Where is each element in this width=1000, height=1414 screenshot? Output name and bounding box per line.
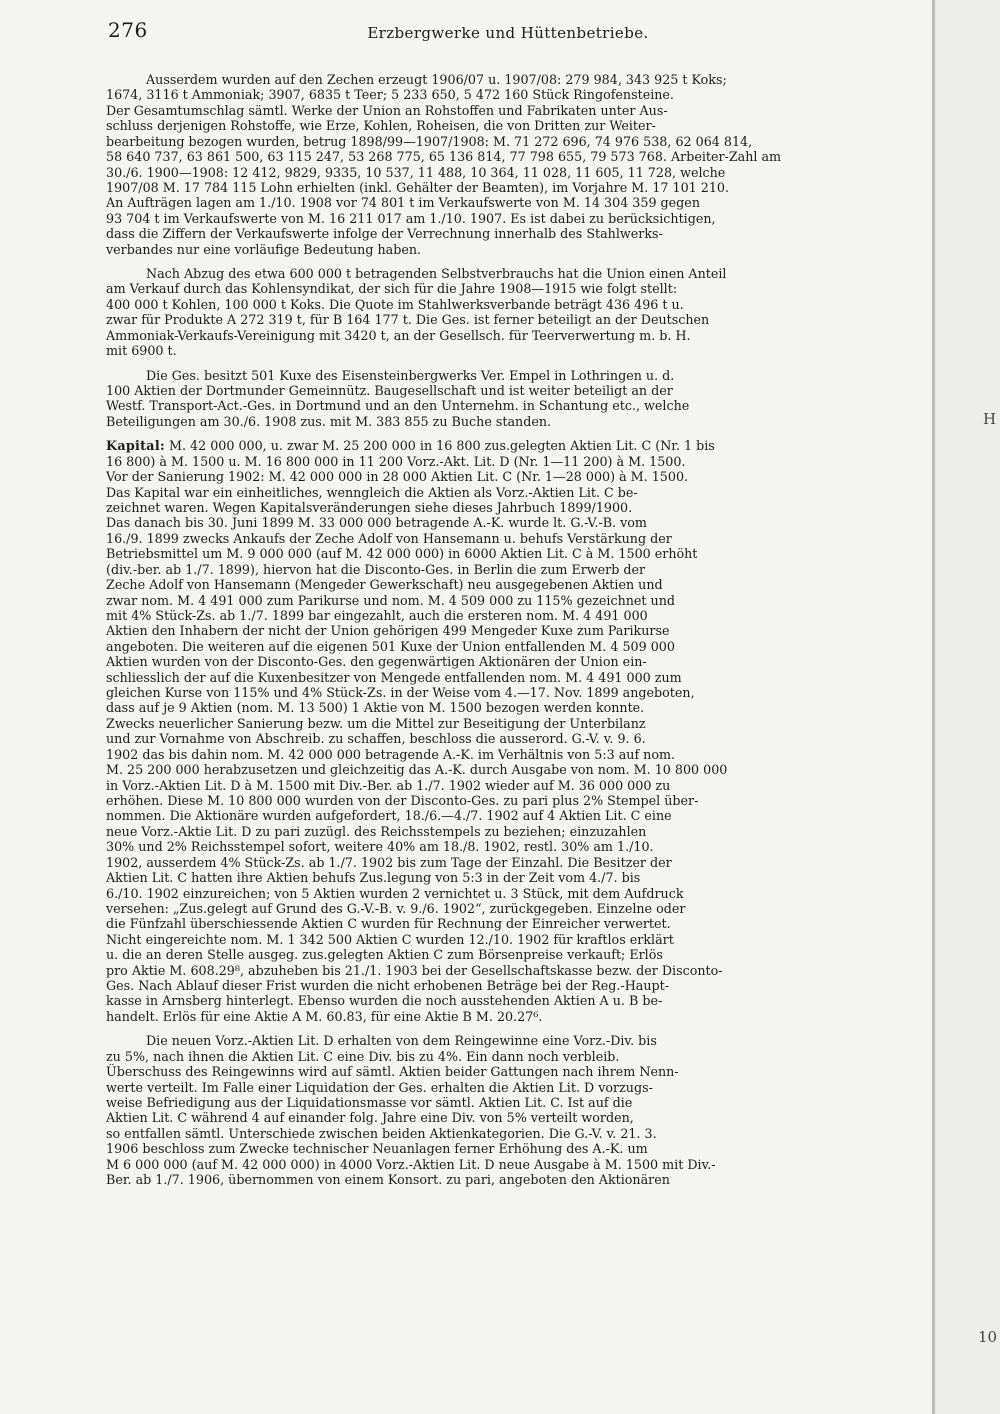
line-text: 6./10. 1902 einzureichen; von 5 Aktien wurden 2 vernichtet u. 3 Stück, mit dem Aufdruck [106, 885, 684, 901]
text-line [106, 901, 876, 916]
line-text: Nicht eingereichte nom. M. 1 342 500 Aktien C wurden 12./10. 1902 für kraftlos erklärt [106, 931, 674, 947]
line-text: u. die an deren Stelle ausgeg. zus.gelegten Aktien C zum Börsenpreise verkauft; Erlös [106, 947, 663, 963]
line-text: Überschuss des Reingewinns wird auf sämtl. Aktien beider Gattungen nach ihrem Nenn- [106, 1064, 679, 1080]
text-line [106, 562, 876, 577]
text-line [106, 368, 876, 383]
text-line [106, 1172, 876, 1187]
text-line [106, 87, 876, 102]
line-text: mit 6900 t. [106, 343, 177, 359]
body-text [106, 72, 876, 1188]
line-text: Beteiligungen am 30./6. 1908 zus. mit M. 383 855 zu Buche standen. [106, 413, 552, 429]
line-text: und zur Vornahme von Abschreib. zu schaffen, beschloss die ausserord. G.-V. v. 9. 6. [106, 731, 646, 747]
text-line [106, 824, 876, 839]
line-text: Zwecks neuerlicher Sanierung bezw. um die Mittel zur Beseitigung der Unterbilanz [106, 715, 646, 731]
line-text: die Fünfzahl überschiessende Aktien C wurden für Rechnung der Einreicher verwertet. [106, 916, 671, 932]
line-text: Ausserdem wurden auf den Zechen erzeugt 1906/07 u. 1907/08: 279 984, 343 925 t Koks; [146, 72, 727, 87]
text-line [106, 978, 876, 993]
line-text: kasse in Arnsberg hinterlegt. Ebenso wurden die noch ausstehenden Aktien A u. B be- [106, 993, 663, 1009]
line-text: 30./6. 1900—1908: 12 412, 9829, 9335, 10 537, 11 488, 10 364, 11 028, 11 605, 11 728, welche [106, 164, 726, 180]
text-line [106, 1033, 876, 1048]
text-line [106, 485, 876, 500]
line-text: Ges. Nach Ablauf dieser Frist wurden die nicht erhobenen Beträge bei der Reg.-Haupt- [106, 978, 670, 994]
line-text: verbandes nur eine vorläufige Bedeutung haben. [106, 241, 422, 257]
line-text: 58 640 737, 63 861 500, 63 115 247, 53 268 775, 65 136 814, 77 798 655, 79 573 768. Arbeiter-Zahl am [106, 149, 782, 165]
neighbor-page-edge [935, 0, 1000, 1414]
line-text: An Aufträgen lagen am 1./10. 1908 vor 74 801 t im Verkaufswerte von M. 14 304 359 gegen [106, 195, 700, 211]
paragraph-gap [106, 429, 876, 438]
text-line [106, 515, 876, 530]
text-line [106, 947, 876, 962]
text-line [106, 266, 876, 281]
text-line [106, 654, 876, 669]
line-text: Westf. Transport-Act.-Ges. in Dortmund und an den Unternehm. in Schantung etc., welche [106, 398, 690, 414]
line-text: 1907/08 M. 17 784 115 Lohn erhielten (inkl. Gehälter der Beamten), im Vorjahre M. 17 101 210. [106, 179, 730, 195]
text-line [106, 762, 876, 777]
text-line [106, 312, 876, 327]
line-text: dass auf je 9 Aktien (nom. M. 13 500) 1 Aktie von M. 1500 bezogen werden konnte. [106, 700, 645, 716]
line-text: Ber. ab 1./7. 1906, übernommen von einem Konsort. zu pari, angeboten den Aktionären [106, 1172, 670, 1188]
text-line [106, 700, 876, 715]
line-text: Betriebsmittel um M. 9 000 000 (auf M. 42 000 000) in 6000 Aktien Lit. C à M. 1500 erhöht [106, 546, 698, 562]
line-text: Aktien Lit. C hatten ihre Aktien behufs Zus.legung von 5:3 in der Zeit vom 4./7. bis [106, 870, 641, 886]
line-text: (div.-ber. ab 1./7. 1899), hiervon hat die Disconto-Ges. in Berlin die zum Erwerb der [106, 561, 646, 577]
text-line [106, 1095, 876, 1110]
line-text: 1906 beschloss zum Zwecke technischer Neuanlagen ferner Erhöhung des A.-K. um [106, 1141, 648, 1157]
text-line [106, 932, 876, 947]
text-line [106, 916, 876, 931]
line-text: versehen: „Zus.gelegt auf Grund des G.-V.-B. v. 9./6. 1902“, zurückgegeben. Einzelne oder [106, 900, 686, 916]
line-text: zeichnet waren. Wegen Kapitalsveränderungen siehe dieses Jahrbuch 1899/1900. [106, 499, 633, 515]
text-line [106, 839, 876, 854]
text-line [106, 165, 876, 180]
running-title: Erzbergwerke und Hüttenbetriebe. [367, 24, 649, 42]
section-label: Kapital: [106, 438, 165, 454]
line-text: Der Gesamtumschlag sämtl. Werke der Union an Rohstoffen und Fabrikaten unter Aus- [106, 102, 668, 118]
line-text: handelt. Erlös für eine Aktie A M. 60.83, für eine Aktie B M. 20.27⁶. [106, 1008, 543, 1024]
line-text: gleichen Kurse von 115% und 4% Stück-Zs. in der Weise vom 4.—17. Nov. 1899 angeboten, [106, 685, 695, 701]
line-text: erhöhen. Diese M. 10 800 000 wurden von der Disconto-Ges. zu pari plus 2% Stempel über- [106, 792, 699, 808]
text-line [106, 1064, 876, 1079]
page-number: 276 [108, 18, 148, 42]
line-text: Die Ges. besitzt 501 Kuxe des Eisensteinbergwerks Ver. Empel in Lothringen u. d. [146, 367, 675, 383]
text-line [106, 993, 876, 1008]
line-text: 400 000 t Kohlen, 100 000 t Koks. Die Quote im Stahlwerksverbande beträgt 436 496 t u. [106, 296, 684, 312]
text-line [106, 242, 876, 257]
line-text: Das Kapital war ein einheitliches, wenngleich die Aktien als Vorz.-Aktien Lit. C be- [106, 484, 638, 500]
line-text: so entfallen sämtl. Unterschiede zwischen beiden Aktienkategorien. Die G.-V. v. 21. 3. [106, 1125, 657, 1141]
paragraph-gap [106, 257, 876, 266]
text-line [106, 731, 876, 746]
line-text: zu 5%, nach ihnen die Aktien Lit. C eine Div. bis zu 4%. Ein dann noch verbleib. [106, 1048, 620, 1064]
text-line [106, 1157, 876, 1172]
line-text: dass die Ziffern der Verkaufswerte infolge der Verrechnung innerhalb des Stahlwerks- [106, 226, 663, 242]
text-line [106, 414, 876, 429]
text-line [106, 1009, 876, 1024]
text-line [106, 180, 876, 195]
line-text: weise Befriedigung aus der Liquidationsmasse vor sämtl. Aktien Lit. C. Ist auf die [106, 1095, 633, 1110]
line-text: Nach Abzug des etwa 600 000 t betragenden Selbstverbrauchs hat die Union einen Anteil [146, 266, 727, 282]
line-text: in Vorz.-Aktien Lit. D à M. 1500 mit Div.-Ber. ab 1./7. 1902 wieder auf M. 36 000 000 zu [106, 777, 671, 793]
line-text: Die neuen Vorz.-Aktien Lit. D erhalten von dem Reingewinne eine Vorz.-Div. bis [146, 1033, 657, 1049]
line-text: angeboten. Die weiteren auf die eigenen 501 Kuxe der Union entfallenden M. 4 509 000 [106, 638, 675, 654]
line-text: M. 25 200 000 herabzusetzen und gleichzeitig das A.-K. durch Ausgabe von nom. M. 10 800 000 [106, 762, 728, 778]
text-line [106, 211, 876, 226]
line-text: 1902 das bis dahin nom. M. 42 000 000 betragende A.-K. im Verhältnis von 5:3 auf nom. [106, 746, 676, 762]
text-line [106, 808, 876, 823]
line-text: mit 4% Stück-Zs. ab 1./7. 1899 bar eingezahlt, auch die ersteren nom. M. 4 491 000 [106, 607, 648, 623]
line-text: M 6 000 000 (auf M. 42 000 000) in 4000 Vorz.-Aktien Lit. D neue Ausgabe à M. 1500 mit Div.- [106, 1156, 716, 1172]
line-text: M. 42 000 000, u. zwar M. 25 200 000 in 16 800 zus.gelegten Aktien Lit. C (Nr. 1 bis [164, 438, 715, 454]
text-line [106, 963, 876, 978]
text-line [106, 670, 876, 685]
text-line [106, 793, 876, 808]
text-line [106, 454, 876, 469]
text-line [106, 281, 876, 296]
text-line [106, 623, 876, 638]
text-line [106, 72, 876, 87]
line-text: 1674, 3116 t Ammoniak; 3907, 6835 t Teer; 5 233 650, 5 472 160 Stück Ringofensteine. [106, 87, 674, 103]
line-text: zwar für Produkte A 272 319 t, für B 164 177 t. Die Ges. ist ferner beteiligt an der Deutschen [106, 312, 710, 328]
line-text: schliesslich der auf die Kuxenbesitzer von Mengede entfallenden nom. M. 4 491 000 zum [106, 669, 682, 685]
text-line [106, 134, 876, 149]
text-line [106, 531, 876, 546]
text-line [106, 1049, 876, 1064]
line-text: werte verteilt. Im Falle einer Liquidation der Ges. erhalten die Aktien Lit. D vorzugs- [106, 1079, 653, 1095]
text-line [106, 469, 876, 484]
text-line [106, 328, 876, 343]
text-line [106, 398, 876, 413]
neighbor-fragment-top: H [983, 410, 997, 428]
text-line [106, 1080, 876, 1095]
text-line [106, 1141, 876, 1156]
text-line [106, 716, 876, 731]
line-text: am Verkauf durch das Kohlensyndikat, der sich für die Jahre 1908—1915 wie folgt stellt: [106, 281, 678, 297]
text-line [106, 1126, 876, 1141]
text-line [106, 778, 876, 793]
text-line [106, 438, 876, 453]
line-text: 16./9. 1899 zwecks Ankaufs der Zeche Adolf von Hansemann u. behufs Verstärkung der [106, 530, 672, 546]
line-text: Vor der Sanierung 1902: M. 42 000 000 in 28 000 Aktien Lit. C (Nr. 1—28 000) à M. 1500. [106, 469, 689, 485]
text-line [106, 343, 876, 358]
line-text: Ammoniak-Verkaufs-Vereinigung mit 3420 t, an der Gesellsch. für Teerverwertung m. b. H. [106, 327, 691, 343]
text-line [106, 546, 876, 561]
line-text: 30% und 2% Reichsstempel sofort, weitere 40% am 18./8. 1902, restl. 30% am 1./10. [106, 839, 654, 855]
line-text: bearbeitung bezogen wurden, betrug 1898/99—1907/1908: M. 71 272 696, 74 976 538, 62 064 814, [106, 133, 753, 149]
text-line [106, 226, 876, 241]
text-line [106, 855, 876, 870]
text-line [106, 747, 876, 762]
line-text: neue Vorz.-Aktie Lit. D zu pari zuzügl. des Reichsstempels zu beziehen; einzuzahlen [106, 823, 647, 839]
line-text: zwar nom. M. 4 491 000 zum Parikurse und nom. M. 4 509 000 zu 115% gezeichnet und [106, 592, 676, 608]
text-line [106, 103, 876, 118]
line-text: Aktien wurden von der Disconto-Ges. den gegenwärtigen Aktionären der Union ein- [106, 654, 647, 670]
line-text: pro Aktie M. 608.29⁸, abzuheben bis 21./1. 1903 bei der Gesellschaftskasse bezw. der Disconto- [106, 962, 723, 978]
line-text: 93 704 t im Verkaufswerte von M. 16 211 017 am 1./10. 1907. Es ist dabei zu berücksichtigen, [106, 210, 716, 226]
line-text: schluss derjenigen Rohstoffe, wie Erze, Kohlen, Roheisen, die von Dritten zur Weiter- [106, 118, 656, 134]
line-text: 100 Aktien der Dortmunder Gemeinnütz. Baugesellschaft und ist weiter beteiligt an der [106, 383, 673, 399]
line-text: 1902, ausserdem 4% Stück-Zs. ab 1./7. 1902 bis zum Tage der Einzahl. Die Besitzer der [106, 854, 672, 870]
paragraph-gap [106, 359, 876, 368]
page-header [108, 18, 878, 48]
line-text: 16 800) à M. 1500 u. M. 16 800 000 in 11 200 Vorz.-Akt. Lit. D (Nr. 1—11 200) à M. 1500. [106, 453, 686, 469]
text-line [106, 195, 876, 210]
neighbor-fragment-bottom: 10 [978, 1328, 998, 1346]
line-text: Das danach bis 30. Juni 1899 M. 33 000 000 betragende A.-K. wurde lt. G.-V.-B. vom [106, 515, 647, 531]
text-line [106, 500, 876, 515]
text-line [106, 383, 876, 398]
text-line [106, 870, 876, 885]
line-text: Zeche Adolf von Hansemann (Mengeder Gewerkschaft) neu ausgegebenen Aktien und [106, 577, 663, 593]
text-line [106, 577, 876, 592]
text-line [106, 297, 876, 312]
text-line [106, 149, 876, 164]
text-line [106, 118, 876, 133]
text-line [106, 639, 876, 654]
text-line [106, 886, 876, 901]
text-line [106, 608, 876, 623]
text-line [106, 685, 876, 700]
text-line [106, 1110, 876, 1125]
line-text: Aktien Lit. C während 4 auf einander folg. Jahre eine Div. von 5% verteilt worden, [106, 1110, 634, 1126]
text-line [106, 593, 876, 608]
line-text: Aktien den Inhabern der nicht der Union gehörigen 499 Mengeder Kuxe zum Parikurse [106, 623, 670, 639]
line-text: nommen. Die Aktionäre wurden aufgefordert, 18./6.—4./7. 1902 auf 4 Aktien Lit. C eine [106, 808, 672, 824]
paragraph-gap [106, 1024, 876, 1033]
